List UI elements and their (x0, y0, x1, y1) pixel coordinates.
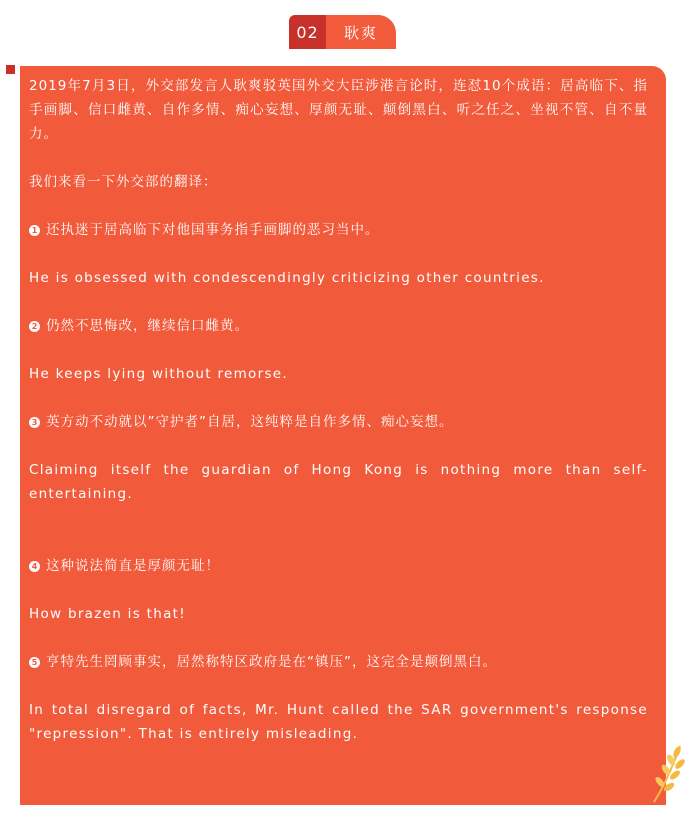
number-bullet-icon: 3 (29, 417, 40, 428)
item-zh-text: 还执迷于居高临下对他国事务指手画脚的恶习当中。 (46, 222, 380, 238)
item-zh-text: 亨特先生罔顾事实，居然称特区政府是在“镇压”，这完全是颠倒黑白。 (46, 654, 497, 670)
number-bullet-icon: 5 (29, 657, 40, 668)
intro-paragraph: 2019年7月3日，外交部发言人耿爽驳英国外交大臣涉港言论时，连怼10个成语：居高临下、指手画脚、信口雌黄、自作多情、痴心妄想、厚颜无耻、颠倒黑白、听之任之、坐视不管、自不量力。 (29, 78, 648, 142)
number-bullet-icon: 4 (29, 561, 40, 572)
item-2-zh (29, 314, 648, 338)
item-zh-text: 英方动不动就以”守护者”自居，这纯粹是自作多情、痴心妄想。 (46, 414, 454, 430)
item-5-zh (29, 650, 648, 674)
number-bullet-icon: 1 (29, 225, 40, 236)
item-5-en: In total disregard of facts, Mr. Hunt called the SAR government's response "repression". That is entirely misleading. (29, 702, 648, 742)
corner-marker (6, 65, 15, 74)
lead-in-text: 我们来看一下外交部的翻译： (29, 174, 218, 190)
item-3-en: Claiming itself the guardian of Hong Kong is nothing more than self-entertaining. (29, 462, 648, 502)
item-4-en: How brazen is that! (29, 606, 186, 622)
item-3-zh (29, 410, 648, 434)
item-zh-text: 仍然不思悔改，继续信口雌黄。 (46, 318, 249, 334)
section-header-tab (289, 15, 396, 49)
wheat-ear-icon (646, 742, 686, 804)
item-zh-text: 这种说法简直是厚颜无耻！ (46, 558, 220, 574)
item-2-en: He keeps lying without remorse. (29, 366, 288, 382)
section-number: 02 (289, 15, 326, 49)
section-title: 耿爽 (326, 15, 396, 49)
item-1-en: He is obsessed with condescendingly criticizing other countries. (29, 270, 545, 286)
article-body (29, 74, 648, 770)
item-4-zh (29, 554, 648, 578)
item-1-zh (29, 218, 648, 242)
number-bullet-icon: 2 (29, 321, 40, 332)
